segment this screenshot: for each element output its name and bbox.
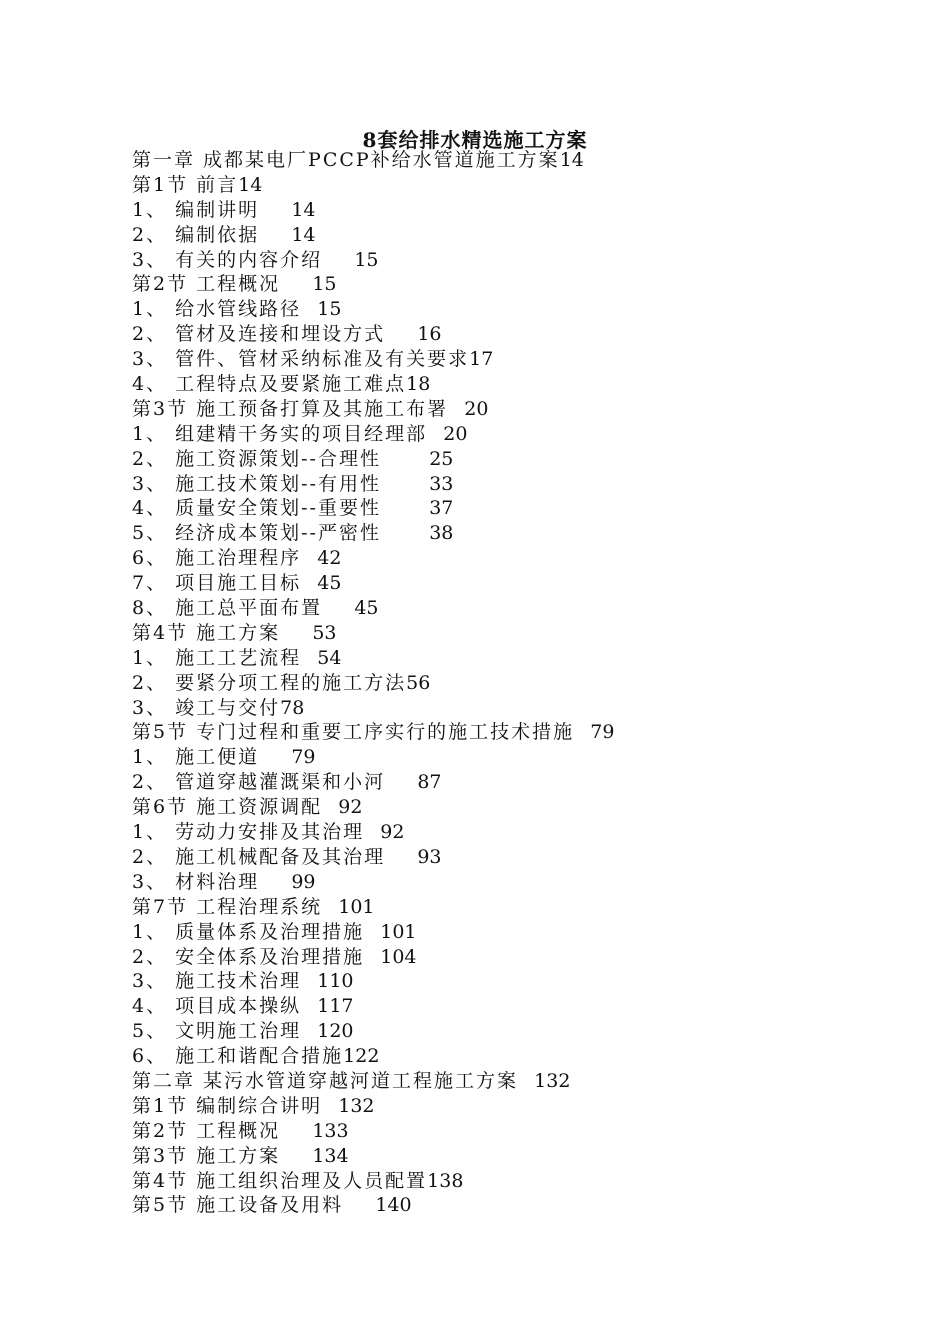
toc-entry-text: 2、 管材及连接和埋设方式 [132,323,386,346]
toc-entry[interactable] [132,646,614,671]
toc-entry[interactable] [132,148,614,173]
toc-entry[interactable] [132,795,614,820]
toc-entry[interactable] [132,845,614,870]
toc-entry-text: 第二章 某污水管道穿越河道工程施工方案 [132,1069,519,1092]
toc-entry[interactable] [132,1069,614,1094]
toc-entry-page-number: 120 [317,1020,354,1043]
toc-entry-text: 第7节 工程治理系统 [132,895,323,918]
toc-entry-page-number: 132 [534,1069,571,1092]
toc-entry-text: 3、 施工技术策划--有用性 [132,472,381,495]
toc-entry[interactable] [132,895,614,920]
toc-entry-text: 3、 管件、管材采纳标准及有关要求 [132,348,470,371]
toc-entry-page-number: 104 [380,945,417,968]
toc-entry-text: 3、 有关的内容介绍 [132,248,323,271]
toc-entry[interactable] [132,397,614,422]
toc-entry-gap [364,821,380,843]
toc-entry[interactable] [132,571,614,596]
toc-entry-text: 3、 竣工与交付 [132,696,281,719]
toc-entry-gap [280,1145,312,1167]
toc-entry-text: 4、 工程特点及要紧施工难点 [132,373,407,396]
toc-entry-gap [518,1070,534,1092]
toc-entry-gap [322,796,338,818]
toc-entry[interactable] [132,870,614,895]
toc-entry[interactable] [132,945,614,970]
toc-entry-text: 2、 施工资源策划--合理性 [132,447,381,470]
toc-entry-page-number: 53 [312,621,337,644]
toc-entry[interactable] [132,496,614,521]
toc-entry-page-number: 56 [406,671,431,694]
toc-entry[interactable] [132,347,614,372]
toc-entry-page-number: 122 [343,1045,380,1068]
toc-entry-page-number: 20 [443,422,468,445]
toc-entry-text: 2、 管道穿越灌溉渠和小河 [132,771,386,794]
toc-entry-gap [427,423,443,445]
toc-entry-gap [301,970,317,992]
document-title: 8套给排水精选施工方案 [362,128,588,152]
toc-entry-page-number: 79 [590,721,615,744]
toc-entry-page-number: 14 [291,223,316,246]
toc-entry-page-number: 110 [317,970,354,993]
toc-entry[interactable] [132,770,614,795]
toc-entry-text: 第1节 前言 [132,173,239,196]
toc-entry[interactable] [132,720,614,745]
toc-entry-text: 7、 项目施工目标 [132,572,302,595]
toc-entry[interactable] [132,248,614,273]
toc-entry-page-number: 14 [238,173,263,196]
toc-entry-gap [301,647,317,669]
toc-entry-page-number: 37 [429,497,454,520]
toc-entry-page-number: 87 [417,771,442,794]
toc-entry-page-number: 15 [317,298,342,321]
toc-entry-gap [322,249,354,271]
toc-entry-page-number: 17 [469,348,494,371]
toc-entry-gap [381,497,429,519]
toc-entry-page-number: 14 [291,198,316,221]
toc-entry-text: 第2节 工程概况 [132,273,281,296]
toc-entry-page-number: 14 [559,149,584,171]
toc-entry-page-number: 78 [280,696,305,719]
toc-entry-gap [381,522,429,544]
toc-entry-text: 第4节 施工方案 [132,621,281,644]
toc-entry-gap [301,572,317,594]
toc-entry[interactable] [132,1019,614,1044]
toc-entry-gap [322,597,354,619]
toc-entry-text: 第4节 施工组织治理及人员配置 [132,1169,428,1192]
toc-entry[interactable] [132,621,614,646]
toc-entry-gap [280,622,312,644]
toc-entry-text: 3、 材料治理 [132,870,260,893]
toc-entry-page-number: 140 [375,1194,412,1217]
toc-entry-page-number: 25 [429,447,454,470]
toc-entry-gap [385,771,417,793]
toc-entry[interactable] [132,745,614,770]
toc-entry[interactable] [132,297,614,322]
toc-entry-text: 4、 项目成本操纵 [132,995,302,1018]
toc-entry-page-number: 93 [417,845,442,868]
toc-entry-page-number: 54 [317,646,342,669]
toc-entry-text: 1、 质量体系及治理措施 [132,920,365,943]
toc-entry-text: 6、 施工和谐配合措施 [132,1045,344,1068]
toc-entry-page-number: 133 [312,1119,349,1142]
toc-entry[interactable] [132,1119,614,1144]
toc-entry-text: 第3节 施工预备打算及其施工布署 [132,397,449,420]
toc-entry[interactable] [132,994,614,1019]
toc-entry-gap [301,1020,317,1042]
toc-entry-gap [448,398,464,420]
toc-entry[interactable] [132,1193,614,1218]
toc-entry-page-number: 15 [312,273,337,296]
toc-entry-gap [280,1120,312,1142]
toc-entry[interactable] [132,472,614,497]
toc-entry[interactable] [132,521,614,546]
toc-entry-gap [301,298,317,320]
toc-entry[interactable] [132,422,614,447]
toc-entry-page-number: 134 [312,1144,349,1167]
toc-entry-text: 1、 组建精干务实的项目经理部 [132,422,428,445]
toc-entry[interactable] [132,671,614,696]
toc-entry-text: 第一章 成都某电厂PCCP补给水管道施工方案 [132,149,560,171]
toc-entry[interactable] [132,696,614,721]
toc-entry-page-number: 101 [338,895,375,918]
toc-entry[interactable] [132,1094,614,1119]
toc-entry-page-number: 38 [429,522,454,545]
toc-entry-text: 第5节 专门过程和重要工序实行的施工技术措施 [132,721,575,744]
toc-entry[interactable] [132,1044,614,1069]
toc-entry-page-number: 33 [429,472,454,495]
toc-entry-gap [574,721,590,743]
toc-entry-gap [364,946,380,968]
toc-entry-text: 5、 文明施工治理 [132,1020,302,1043]
toc-entry[interactable] [132,969,614,994]
toc-entry-text: 1、 给水管线路径 [132,298,302,321]
toc-entry-gap [364,921,380,943]
toc-entry-page-number: 117 [317,995,354,1018]
toc-entry-text: 第3节 施工方案 [132,1144,281,1167]
toc-entry-text: 1、 劳动力安排及其治理 [132,821,365,844]
toc-entry-text: 2、 要紧分项工程的施工方法 [132,671,407,694]
toc-entry-page-number: 92 [380,821,405,844]
toc-entry-text: 第2节 工程概况 [132,1119,281,1142]
toc-entry-gap [259,746,291,768]
toc-entry[interactable] [132,1144,614,1169]
toc-entry[interactable] [132,820,614,845]
toc-entry-page-number: 99 [291,870,316,893]
toc-entry-gap [280,273,312,295]
toc-entry-gap [381,473,429,495]
toc-entry-page-number: 92 [338,796,363,819]
toc-entry[interactable] [132,920,614,945]
toc-entry[interactable] [132,198,614,223]
toc-entry-gap [322,896,338,918]
toc-entry-gap [259,199,291,221]
table-of-contents [132,148,614,1218]
toc-entry-page-number: 132 [338,1094,375,1117]
toc-entry[interactable] [132,546,614,571]
toc-entry-gap [343,1194,375,1216]
toc-entry-text: 第1节 编制综合讲明 [132,1094,323,1117]
toc-entry-gap [385,323,417,345]
toc-entry-page-number: 18 [406,373,431,396]
toc-entry-text: 1、 施工便道 [132,746,260,769]
toc-entry-page-number: 101 [380,920,417,943]
toc-entry-text: 6、 施工治理程序 [132,547,302,570]
toc-entry[interactable] [132,596,614,621]
toc-entry-gap [259,224,291,246]
toc-entry-text: 1、 编制讲明 [132,198,260,221]
toc-entry[interactable] [132,1169,614,1194]
toc-entry-text: 1、 施工工艺流程 [132,646,302,669]
toc-entry-text: 2、 施工机械配备及其治理 [132,845,386,868]
toc-entry-page-number: 20 [464,397,489,420]
toc-entry-gap [259,871,291,893]
toc-entry-page-number: 45 [354,597,379,620]
toc-entry-gap [301,547,317,569]
toc-entry[interactable] [132,322,614,347]
toc-entry-text: 4、 质量安全策划--重要性 [132,497,381,520]
toc-entry-page-number: 15 [354,248,379,271]
toc-entry-gap [381,448,429,470]
toc-entry[interactable] [132,447,614,472]
toc-entry-text: 2、 安全体系及治理措施 [132,945,365,968]
toc-entry-gap [322,1095,338,1117]
toc-entry-text: 5、 经济成本策划--严密性 [132,522,381,545]
toc-entry[interactable] [132,272,614,297]
toc-entry-text: 第6节 施工资源调配 [132,796,323,819]
toc-entry-text: 3、 施工技术治理 [132,970,302,993]
toc-entry-page-number: 42 [317,547,342,570]
toc-entry-page-number: 79 [291,746,316,769]
toc-entry[interactable] [132,223,614,248]
toc-entry-gap [385,846,417,868]
toc-entry[interactable] [132,372,614,397]
toc-entry-text: 第5节 施工设备及用料 [132,1194,344,1217]
toc-entry-text: 8、 施工总平面布置 [132,597,323,620]
toc-entry-page-number: 138 [427,1169,464,1192]
toc-entry[interactable] [132,173,614,198]
toc-entry-gap [301,995,317,1017]
toc-entry-text: 2、 编制依据 [132,223,260,246]
toc-entry-page-number: 45 [317,572,342,595]
toc-entry-page-number: 16 [417,323,442,346]
